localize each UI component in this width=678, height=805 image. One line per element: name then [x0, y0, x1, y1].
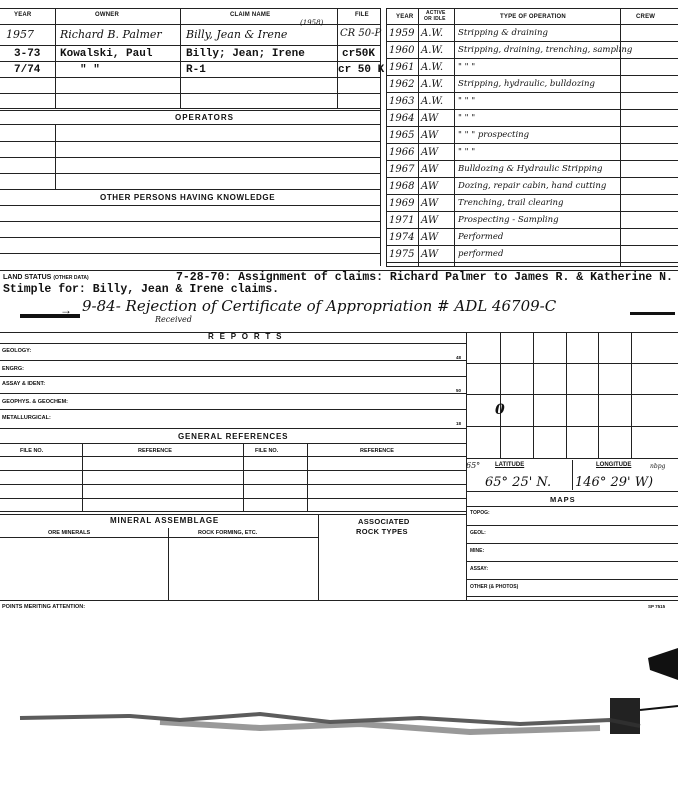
- ops-crew-header: CREW: [636, 14, 656, 20]
- map-row-label: GEOL:: [470, 530, 486, 536]
- ref-col-header: FILE NO.: [20, 448, 44, 454]
- ops-row-divider: [386, 228, 678, 229]
- ops-row-status: AW: [421, 164, 439, 175]
- ops-type-header: TYPE OF OPERATION: [500, 14, 566, 20]
- report-row-num: 50: [456, 388, 462, 393]
- scan-noise-icon: [0, 640, 678, 760]
- owner-row-file: cr50K: [342, 48, 376, 60]
- underline-mark-right: [630, 312, 675, 315]
- ops-row-type: performed: [458, 249, 504, 259]
- ops-row-status: A.W.: [421, 96, 444, 107]
- ops-row-divider: [386, 177, 678, 178]
- ops-row-type: " " " prospecting: [458, 130, 530, 140]
- ops-row-year: 1961: [389, 62, 415, 73]
- ops-idle-header: OR IDLE: [424, 16, 446, 22]
- ops-row-divider: [386, 126, 678, 127]
- owner-row-year: 3-73: [14, 48, 41, 60]
- reports-title: R E P O R T S: [208, 332, 284, 341]
- ops-row-year: 1966: [389, 147, 415, 158]
- ops-row-divider: [386, 160, 678, 161]
- ops-row-divider: [386, 143, 678, 144]
- ops-row-divider: [386, 41, 678, 42]
- ore-minerals-header: ORE MINERALS: [48, 530, 91, 536]
- ops-row-type: Dozing, repair cabin, hand cutting: [458, 181, 607, 191]
- longitude-value: 146° 29' W): [575, 475, 654, 490]
- ops-row-type: Stripping & draining: [458, 28, 548, 38]
- ops-row-status: AW: [421, 232, 439, 243]
- land-status-handwritten-2: Received: [155, 315, 192, 324]
- longitude-label: LONGITUDE: [596, 462, 632, 468]
- small-note: nbpg: [650, 463, 666, 470]
- ops-row-divider: [386, 211, 678, 212]
- ops-row-divider: [386, 75, 678, 76]
- report-row-label: GEOLOGY:: [2, 348, 32, 354]
- ops-row-year: 1975: [389, 249, 415, 260]
- land-status-line1: 7-28-70: Assignment of claims: Richard Palmer to James R. & Katherine N.: [176, 271, 673, 284]
- ops-row-year: 1962: [389, 79, 415, 90]
- ops-row-type: Stripping, draining, trenching, sampling: [458, 45, 633, 55]
- ops-row-year: 1969: [389, 198, 415, 209]
- ops-row-status: AW: [421, 130, 439, 141]
- ref-col-header: REFERENCE: [138, 448, 172, 454]
- ops-row-type: Bulldozing & Hydraulic Stripping: [458, 164, 603, 174]
- owner-row-year: 7/74: [14, 64, 41, 76]
- ops-row-year: 1959: [389, 28, 415, 39]
- ops-year-header: YEAR: [396, 14, 414, 20]
- claim-name-header: CLAIM NAME: [230, 12, 271, 18]
- ops-row-year: 1964: [389, 113, 415, 124]
- ops-row-type: " " ": [458, 62, 476, 72]
- report-row-label: ASSAY & IDENT:: [2, 381, 46, 387]
- ops-row-status: A.W.: [421, 28, 444, 39]
- assoc-rock-header: ASSOCIATED: [358, 517, 410, 526]
- owner-row-file: CR 50-P: [340, 28, 382, 39]
- map-row-label: OTHER (& PHOTOS): [470, 584, 519, 590]
- ops-row-year: 1967: [389, 164, 415, 175]
- ops-row-type: " " ": [458, 113, 476, 123]
- ops-row-year: 1965: [389, 130, 415, 141]
- report-row-num: 48: [456, 355, 462, 360]
- maps-title: MAPS: [550, 495, 576, 504]
- ops-row-type: Performed: [458, 232, 504, 242]
- grid-mark: 0: [495, 402, 505, 418]
- ops-row-type: Trenching, trail clearing: [458, 198, 564, 208]
- ops-row-status: AW: [421, 198, 439, 209]
- owner-row-owner: Kowalski, Paul: [60, 48, 153, 60]
- land-status-line2: Stimple for: Billy, Jean & Irene claims.: [3, 283, 280, 296]
- map-row-label: MINE:: [470, 548, 485, 554]
- ref-col-header: REFERENCE: [360, 448, 394, 454]
- rock-forming-header: ROCK FORMING, ETC.: [198, 530, 258, 536]
- ops-row-year: 1963: [389, 96, 415, 107]
- operators-title: OPERATORS: [175, 113, 234, 122]
- ops-row-type: Prospecting - Sampling: [458, 215, 559, 225]
- ops-row-divider: [386, 245, 678, 246]
- ops-active-header: ACTIVE: [426, 10, 446, 16]
- ops-row-status: AW: [421, 181, 439, 192]
- owner-row-year: 1957: [6, 28, 34, 41]
- ops-row-type: " " ": [458, 147, 476, 157]
- assoc-rock-header-2: ROCK TYPES: [356, 527, 408, 536]
- ops-row-divider: [386, 109, 678, 110]
- lat-prefix: 65°: [466, 461, 481, 470]
- ops-row-status: AW: [421, 147, 439, 158]
- ops-row-status: A.W.: [421, 45, 444, 56]
- ref-col-header: FILE NO.: [255, 448, 279, 454]
- ops-row-status: A.W.: [421, 79, 444, 90]
- ops-row-status: A.W.: [421, 62, 444, 73]
- mineral-title: MINERAL ASSEMBLAGE: [110, 516, 220, 525]
- ops-row-status: AW: [421, 249, 439, 260]
- ops-row-year: 1968: [389, 181, 415, 192]
- owner-row-file: cr 50 K: [338, 64, 385, 76]
- owner-row-claim: Billy, Jean & Irene: [186, 28, 288, 41]
- map-row-label: ASSAY:: [470, 566, 489, 572]
- ops-row-year: 1960: [389, 45, 415, 56]
- knowledge-title: OTHER PERSONS HAVING KNOWLEDGE: [100, 193, 276, 202]
- ops-row-divider: [386, 58, 678, 59]
- report-row-label: METALLURGICAL:: [2, 415, 51, 421]
- report-row-label: ENGRG:: [2, 366, 24, 372]
- owner-row-owner: " ": [80, 64, 100, 76]
- arrow-icon: →: [60, 303, 72, 317]
- report-row-num: 18: [456, 421, 462, 426]
- ops-row-year: 1971: [389, 215, 415, 226]
- latitude-label: LATITUDE: [495, 462, 525, 468]
- land-status-handwritten: 9-84- Rejection of Certificate of Appropriation # ADL 46709-C: [82, 297, 557, 315]
- ops-row-status: AW: [421, 113, 439, 124]
- year-header: YEAR: [14, 12, 32, 18]
- general-refs-title: GENERAL REFERENCES: [178, 432, 289, 441]
- owner-row-claim: R-1: [186, 64, 206, 76]
- map-row-label: TOPOG:: [470, 510, 490, 516]
- ops-row-year: 1974: [389, 232, 415, 243]
- ops-row-divider: [386, 92, 678, 93]
- owner-row-claim-note: (1958): [300, 19, 324, 27]
- latitude-value: 65° 25' N.: [485, 475, 552, 490]
- form-code: SP 7515: [648, 604, 666, 609]
- ops-row-divider: [386, 194, 678, 195]
- ops-row-type: " " ": [458, 96, 476, 106]
- file-header: FILE: [355, 12, 369, 18]
- points-label: POINTS MERITING ATTENTION:: [2, 604, 86, 610]
- ops-row-status: AW: [421, 215, 439, 226]
- owner-header: OWNER: [95, 12, 119, 18]
- ops-row-type: Stripping, hydraulic, bulldozing: [458, 79, 595, 89]
- report-row-label: GEOPHYS. & GEOCHEM:: [2, 399, 69, 405]
- land-status-label: LAND STATUS (OTHER DATA): [3, 274, 89, 281]
- ops-row-divider: [386, 262, 678, 263]
- owner-row-claim: Billy; Jean; Irene: [186, 48, 305, 60]
- owner-row-owner: Richard B. Palmer: [60, 28, 162, 41]
